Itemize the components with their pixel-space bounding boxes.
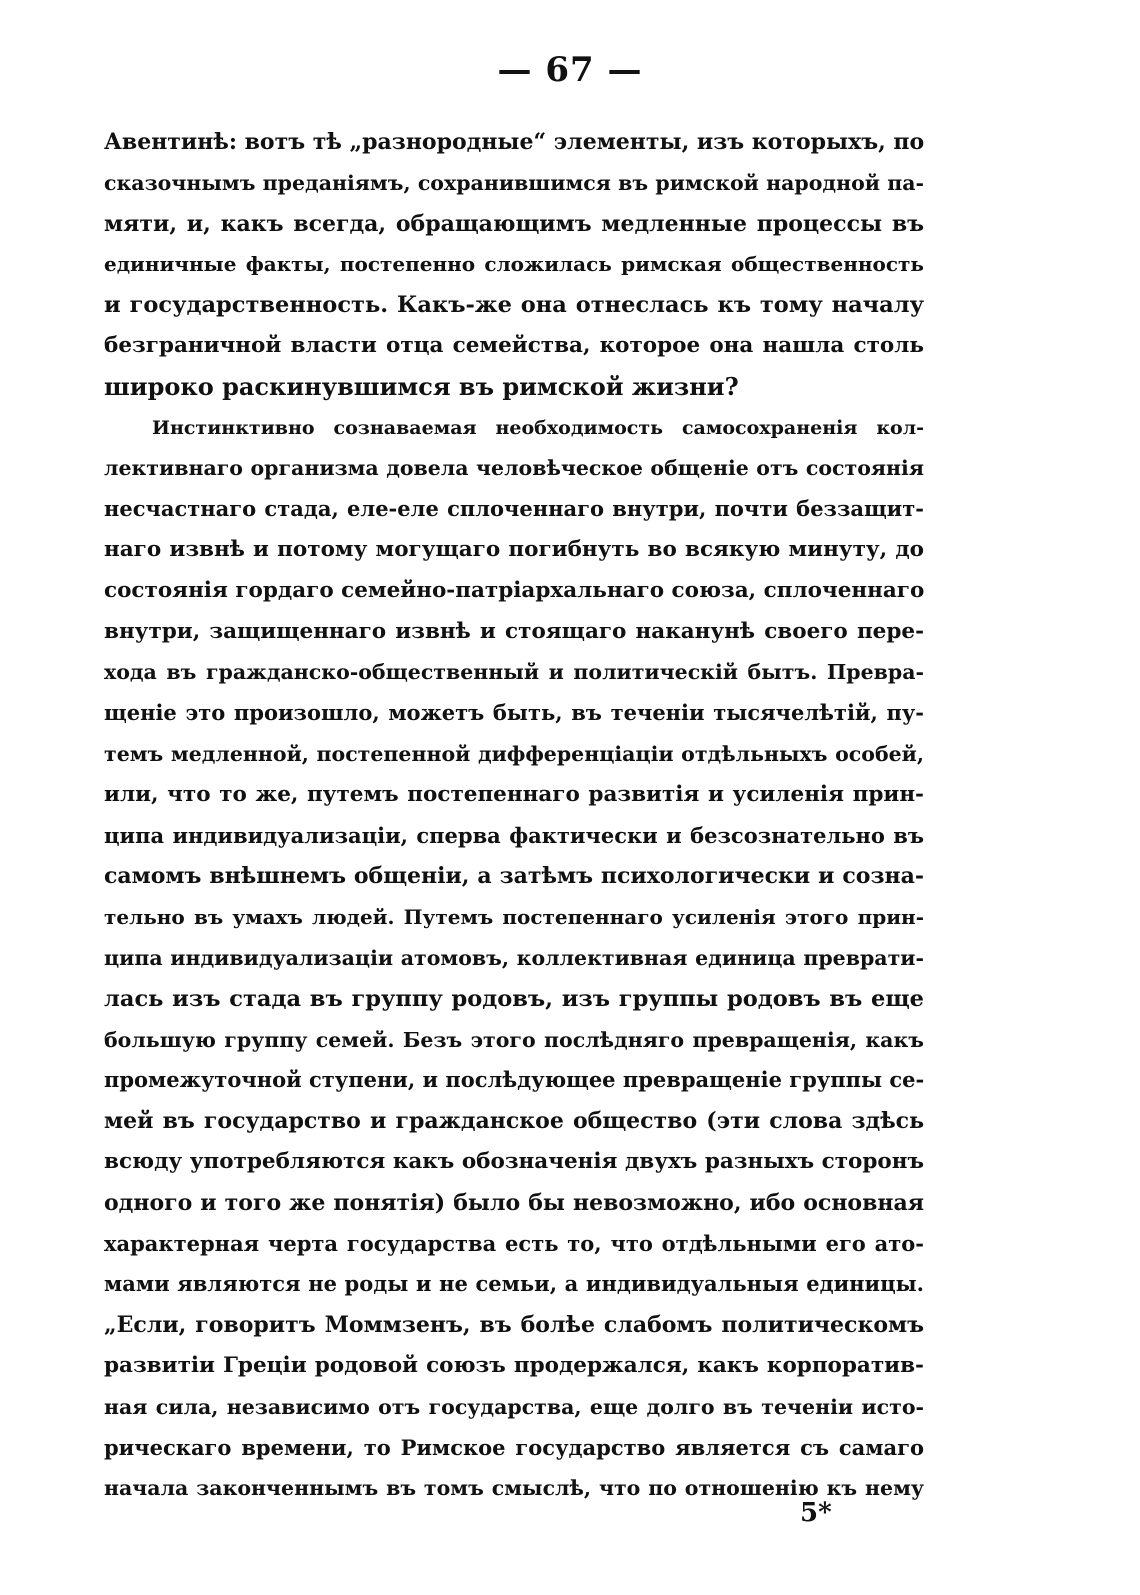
- text-line: наго извнѣ и потому могущаго погибнуть во всякую минуту, до: [104, 536, 924, 562]
- text-line: развитіи Греціи родовой союзъ продержался, какъ корпоратив-: [104, 1352, 924, 1378]
- text-line: Авентинѣ: вотъ тѣ „разнородные“ элементы, изъ которыхъ, по: [104, 129, 925, 155]
- text-line: лась изъ стада въ группу родовъ, изъ группы родовъ въ еще: [104, 985, 924, 1012]
- text-line: несчастнаго стада, еле-еле сплоченнаго внутри, почти беззащит-: [104, 496, 924, 522]
- text-line: большую группу семей. Безъ этого послѣдняго превращенія, какъ: [104, 1027, 924, 1052]
- text-line: мами являются не роды и не семьи, а индивидуальныя единицы.: [104, 1271, 924, 1297]
- text-line: широко раскинувшимся въ римской жизни?: [104, 371, 739, 401]
- text-line: ная сила, независимо отъ государства, еще долго въ теченіи исто-: [104, 1394, 924, 1419]
- text-line: щеніе это произошло, можетъ быть, въ теченіи тысячелѣтій, пу-: [104, 700, 924, 726]
- text-line: промежуточной ступени, и послѣдующее превращеніе группы се-: [104, 1067, 925, 1093]
- text-line: Инстинктивно сознаваемая необходимость самосохраненія кол-: [152, 416, 924, 439]
- text-line: ципа индивидуализаціи, сперва фактически и безсознательно въ: [104, 822, 924, 848]
- printer-signature-mark: 5*: [800, 1498, 832, 1528]
- text-line: всюду употребляются какъ обозначенія двухъ разныхъ сторонъ: [104, 1148, 924, 1174]
- text-line: ципа индивидуализаціи атомовъ, коллективная единица преврати-: [104, 945, 924, 970]
- text-line: хода въ гражданско-общественный и политическій бытъ. Превра-: [104, 660, 924, 685]
- text-line: самомъ внѣшнемъ общеніи, а затѣмъ психологически и созна-: [104, 863, 924, 890]
- page-number: — 67 —: [497, 50, 643, 90]
- text-line: начала законченнымъ въ томъ смыслѣ, что по отношенію къ нему: [104, 1476, 924, 1501]
- text-line: или, что то же, путемъ постепеннаго развитія и усиленія прин-: [104, 781, 924, 807]
- text-line: одного и того же понятія) было бы невозможно, ибо основная: [104, 1189, 924, 1216]
- body-text: [104, 122, 924, 1509]
- text-line: мей въ государство и гражданское общество (эти слова здѣсь: [104, 1108, 924, 1135]
- text-line: и государственность. Какъ-же она отнеслась къ тому началу: [104, 292, 924, 319]
- text-line: внутри, защищеннаго извнѣ и стоящаго наканунѣ своего пере-: [104, 618, 924, 644]
- text-line: сказочнымъ преданіямъ, сохранившимся въ римской народной па-: [104, 170, 924, 195]
- text-line: состоянія гордаго семейно-патріархальнаго союза, сплоченнаго: [104, 577, 925, 603]
- text-line: рическаго времени, то Римское государство является съ самаго: [104, 1434, 924, 1460]
- text-line: мяти, и, какъ всегда, обращающимъ медленные процессы въ: [104, 210, 924, 237]
- text-line: темъ медленной, постепенной дифференціаціи отдѣльныхъ особей,: [104, 741, 924, 766]
- text-line: „Если, говоритъ Моммзенъ, въ болѣе слабомъ политическомъ: [104, 1312, 924, 1339]
- text-line: характерная черта государства есть то, что отдѣльными его ато-: [104, 1230, 924, 1256]
- text-line: безграничной власти отца семейства, которое она нашла столь: [104, 332, 924, 358]
- text-line: единичные факты, постепенно сложилась римская общественность: [104, 252, 924, 277]
- text-line: лективнаго организма довела человѣческое общеніе отъ состоянія: [104, 456, 924, 481]
- text-line: тельно въ умахъ людей. Путемъ постепеннаго усиленія этого прин-: [104, 905, 924, 930]
